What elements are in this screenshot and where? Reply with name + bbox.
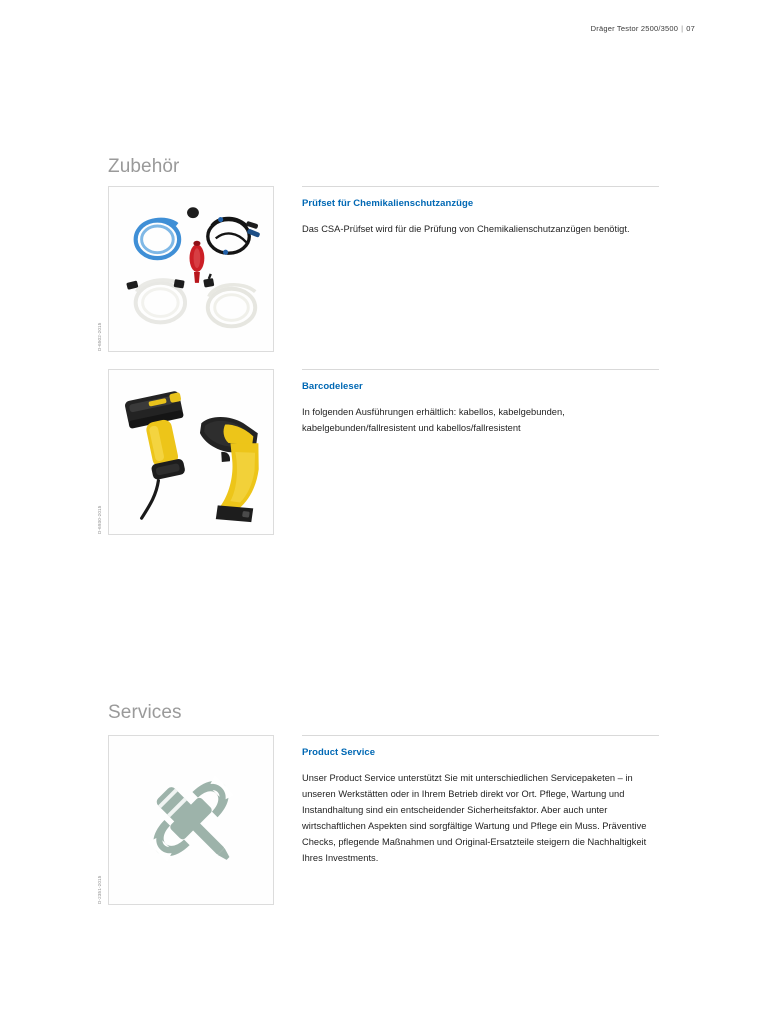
product-title-product-service: Product Service xyxy=(302,747,376,758)
divider-rule xyxy=(302,735,659,736)
page-running-header xyxy=(591,24,695,33)
product-image-product-service xyxy=(97,735,274,905)
image-credit-code: D-6502-2015 xyxy=(97,322,102,351)
header-separator: | xyxy=(681,24,684,33)
section-heading-services: Services xyxy=(108,701,182,723)
product-description-product-service: Unser Product Service unterstützt Sie mit unterschiedlichen Servicepaketen – in unseren Werkstätten oder in Ihrem Betrieb direkt vor Ort. Pflege, Wartung und Instandhaltung sind ein entscheidender Sicherheitsfaktor. Aber auch unter wirtschaftlichen Aspekten sind sorgfältige Wartung und Pflege ein Muss. Präventive Checks, pflegende Maßnahmen und Original-Ersatzteile steigern die Nachhaltigkeit Ihres Investments. xyxy=(302,773,647,864)
image-credit-code: D-2351-2015 xyxy=(97,875,102,904)
image-credit-code: D-6930-2015 xyxy=(97,505,102,534)
product-text-product-service xyxy=(302,735,659,867)
product-image-barcodeleser xyxy=(97,369,274,535)
product-title-barcodeleser: Barcodeleser xyxy=(302,381,363,392)
product-image-pruefset xyxy=(97,186,274,352)
product-description-barcodeleser: In folgenden Ausführungen erhältlich: kabellos, kabelgebunden, kabelgebunden/fallresistent und kabellos/fallresistent xyxy=(302,407,565,434)
product-description-pruefset: Das CSA-Prüfset wird für die Prüfung von Chemikalienschutzanzügen benötigt. xyxy=(302,224,630,235)
header-product-line: Dräger Testor 2500/3500 xyxy=(590,24,679,33)
section-heading-zubehoer: Zubehör xyxy=(108,155,180,177)
product-text-barcodeleser xyxy=(302,369,659,437)
divider-rule xyxy=(302,369,659,370)
header-page-number: 07 xyxy=(686,24,695,33)
product-text-pruefset xyxy=(302,186,659,238)
divider-rule xyxy=(302,186,659,187)
product-title-pruefset: Prüfset für Chemikalienschutzanzüge xyxy=(302,198,474,209)
